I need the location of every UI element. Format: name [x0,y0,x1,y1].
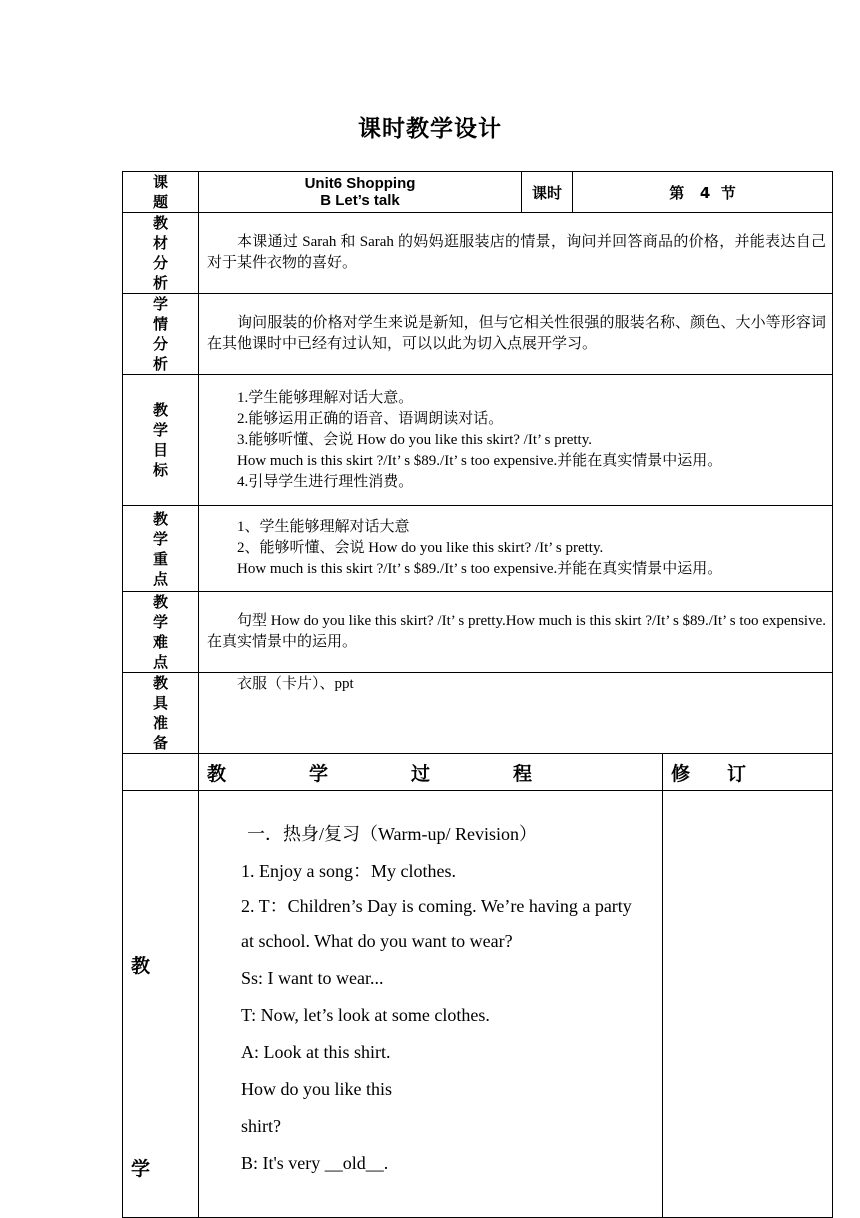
topic-lesson: B Let’s talk [320,192,400,209]
goals-label [123,375,199,506]
student-label [123,294,199,375]
goal-item: 1.学生能够理解对话大意。 [237,389,414,406]
student-analysis [199,294,833,375]
material-row [123,213,833,294]
process-header-char: 学 [309,762,329,785]
goal-item: 2.能够运用正确的语音、语调朗读对话。 [237,410,504,427]
material-label-line2: 分 析 [152,254,182,292]
goal-item: How much is this skirt ?/It’ s $89./It’ s too expensive.并能在真实情景中运用。 [237,452,723,469]
process-left-char-bottom: 学 [131,1158,151,1180]
key-points [199,506,833,592]
difficulty-label [123,592,199,673]
process-content [199,791,663,1218]
process-line: T: Now, let’s look at some clothes. [241,1005,490,1025]
document-title: 课时教学设计 [358,116,502,142]
difficulty-points [199,592,833,673]
student-label-line1: 学 情 [152,295,182,333]
topic-label: 课 题 [123,172,199,213]
process-header [199,754,663,791]
key-label [123,506,199,592]
goal-item: 3.能够听懂、会说 How do you like this skirt? /It’ s pretty. [237,431,592,448]
material-analysis [199,213,833,294]
process-line: 2. T：Children’s Day is coming. We’re having a party [241,896,632,916]
key-point-item: 2、能够听懂、会说 How do you like this skirt? /It’ s pretty. [237,540,604,556]
process-left-char-top: 教 [131,955,151,977]
material-label-line1: 教 材 [152,214,182,252]
material-text: 本课通过 Sarah 和 Sarah 的妈妈逛服装店的情景，询问并回答商品的价格，并能表达自己对于某件衣物的喜好。 [207,234,826,271]
period-value: 第 4 节 [573,172,833,213]
difficulty-label-line2: 难 点 [152,633,182,671]
teaching-goals [199,375,833,506]
difficulty-text: 句型 How do you like this skirt? /It’ s pretty.How much is this skirt ?/It’ s $89./It’ s too expensive.在真实情景中的运用。 [207,613,826,650]
topic-unit: Unit6 Shopping [304,175,416,192]
process-line: B: It's very __old__. [241,1153,389,1173]
key-label-line1: 教 学 [152,509,182,548]
period-label: 课时 [522,172,573,213]
difficulty-row [123,592,833,673]
revision-column [663,791,833,1218]
goals-label-line2: 目 标 [152,441,182,479]
material-label [123,213,199,294]
prep-text: 衣服（卡片）、ppt [237,676,354,692]
key-point-item: 1、学生能够理解对话大意 [237,519,410,535]
teaching-aids [199,673,833,754]
key-point-item: How much is this skirt ?/It’ s $89./It’ s too expensive.并能在真实情景中运用。 [237,561,723,577]
student-text: 询问服装的价格对学生来说是新知，但与它相关性很强的服装名称、颜色、大小等形容词在其他课时中已经有过认知，可以以此为切入点展开学习。 [207,315,826,352]
process-header-char: 程 [513,762,533,785]
topic-value [199,172,522,213]
process-left-label [123,791,199,1218]
revision-header-char: 订 [727,762,747,785]
process-line: A: Look at this shirt. [241,1042,391,1062]
student-row [123,294,833,375]
goals-row [123,375,833,506]
key-label-line2: 重 点 [152,549,182,588]
topic-row [123,172,833,213]
process-header-row [123,754,833,791]
revision-header [663,754,833,791]
process-line: How do you like this [241,1079,392,1099]
prep-label-line2: 准 备 [152,714,182,752]
difficulty-label-line1: 教 学 [152,593,182,631]
process-line: Ss: I want to wear... [241,968,384,988]
prep-row [123,673,833,754]
process-body-row [123,791,833,1218]
prep-label [123,673,199,754]
process-header-blank [123,754,199,791]
process-line: 1. Enjoy a song：My clothes. [241,861,456,881]
process-header-char: 过 [411,762,431,785]
lesson-design-table [122,171,833,1218]
process-header-char: 教 [207,762,227,785]
process-line: shirt? [241,1116,281,1136]
process-line: 一．热身/复习（Warm-up/ Revision） [247,824,538,844]
key-row [123,506,833,592]
student-label-line2: 分 析 [152,335,182,373]
goal-item: 4.引导学生进行理性消费。 [237,473,414,490]
goals-label-line1: 教 学 [152,401,182,439]
prep-label-line1: 教 具 [152,674,182,712]
revision-header-char: 修 [671,762,691,785]
process-line: at school. What do you want to wear? [241,931,513,951]
